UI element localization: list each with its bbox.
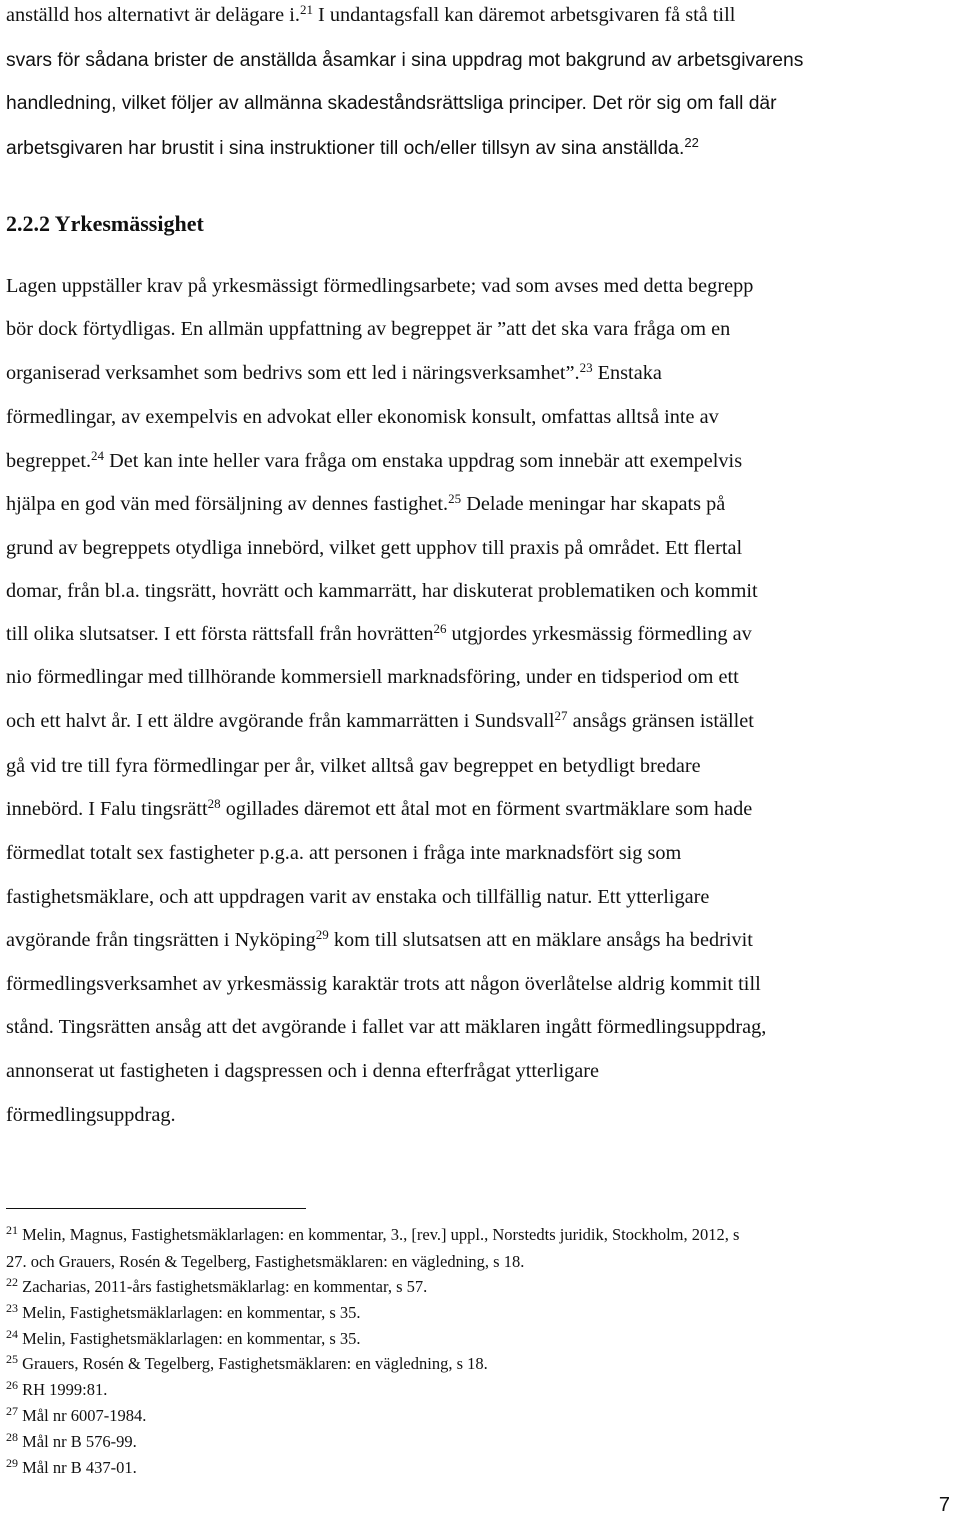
footnote [6,1329,361,1349]
footnote-text: Mål nr B 576-99. [18,1432,137,1451]
footnote-number: 25 [6,1352,18,1366]
text-run: domar, från bl.a. tingsrätt, hovrätt och kammarrätt, har diskuterat problematiken och kommit [6,580,758,602]
text-run: annonserat ut fastigheten i dagspressen och i denna efterfrågat ytterligare [6,1060,599,1082]
text-line [6,664,739,690]
text-line [6,316,730,342]
footnote-ref[interactable]: 29 [315,927,329,942]
text-line [6,796,752,822]
footnote [6,1303,361,1323]
text-run: stånd. Tingsrätten ansåg att det avgörande i fallet var att mäklaren ingått förmedlingsuppdrag, [6,1016,767,1038]
text-line [6,621,752,647]
footnote-text: Melin, Fastighetsmäklarlagen: en kommentar, s 35. [18,1303,361,1322]
text-line [6,491,725,517]
footnote-number: 23 [6,1301,18,1315]
text-run: nio förmedlingar med tillhörande kommersiell marknadsföring, under en tidsperiod om ett [6,666,739,688]
text-run: Det kan inte heller vara fråga om enstaka uppdrag som innebär att exempelvis [104,450,743,472]
footnote [6,1406,146,1426]
text-run: avgörande från tingsrätten i Nyköping [6,929,316,951]
footnote-text: RH 1999:81. [18,1380,108,1399]
footnote [6,1252,524,1272]
footnote-number: 26 [6,1378,18,1392]
footnote-ref[interactable]: 24 [91,448,105,463]
text-run: och ett halvt år. I ett äldre avgörande från kammarrätten i Sundsvall [6,710,555,732]
footnote [6,1380,107,1400]
text-run: begreppet. [6,450,92,472]
footnote-text: Melin, Magnus, Fastighetsmäklarlagen: en kommentar, 3., [rev.] uppl., Norstedts juridik, Stockholm, 2012, s [18,1225,740,1244]
text-run: handledning, vilket följer av allmänna skadeståndsrättsliga principer. Det rör sig om fall där [6,93,777,114]
text-line [6,273,753,299]
footnote-ref[interactable]: 27 [554,708,568,723]
text-line [6,448,742,474]
text-run: gå vid tre till fyra förmedlingar per år, vilket alltså gav begreppet en betydligt bredare [6,755,701,777]
footnote-number: 22 [6,1275,18,1289]
text-line [6,91,777,117]
text-run: ogillades däremot ett åtal mot en förment svartmäklare som hade [220,798,753,820]
text-run: utgjordes yrkesmässig förmedling av [446,623,752,645]
text-line [6,360,662,386]
footnote-text: Zacharias, 2011-års fastighetsmäklarlag: en kommentar, s 57. [18,1277,428,1296]
text-line [6,1058,599,1084]
text-line [6,535,742,561]
footnote-ref[interactable]: 25 [448,491,462,506]
text-run: I undantagsfall kan däremot arbetsgivaren få stå till [312,4,736,26]
footnote-text: Mål nr 6007-1984. [18,1406,147,1425]
text-line [6,2,735,28]
text-run: hjälpa en god vän med försäljning av dennes fastighet. [6,493,449,515]
footnote [6,1458,137,1478]
text-line [6,971,761,997]
text-run: anställd hos alternativt är delägare i. [6,4,300,26]
text-run: arbetsgivaren har brustit i sina instruktioner till och/eller tillsyn av sina anställda. [6,138,685,159]
text-run: bör dock förtydligas. En allmän uppfattning av begreppet är ”att det ska vara fråga om en [6,318,731,340]
text-run: förmedlingsverksamhet av yrkesmässig karaktär trots att någon överlåtelse aldrig kommit till [6,973,761,995]
footnote [6,1354,488,1374]
footnote-text: Grauers, Rosén & Tegelberg, Fastighetsmäklaren: en vägledning, s 18. [18,1354,488,1373]
text-run: grund av begreppets otydliga innebörd, vilket gett upphov till praxis på området. Ett flertal [6,537,743,559]
text-line [6,884,709,910]
footnote-number: 28 [6,1430,18,1444]
footnote-text: Mål nr B 437-01. [18,1458,137,1477]
footnote [6,1277,427,1297]
text-run: Enstaka [592,362,662,384]
text-run: förmedlat totalt sex fastigheter p.g.a. att personen i fråga inte marknadsfört sig som [6,842,682,864]
footnote-number: 24 [6,1327,18,1341]
text-run: ansågs gränsen istället [567,710,754,732]
text-line [6,136,699,162]
text-run: Lagen uppställer krav på yrkesmässigt förmedlingsarbete; vad som avses med detta begrepp [6,275,754,297]
footnote-ref[interactable]: 21 [299,2,313,17]
text-line [6,753,701,779]
text-line [6,404,719,430]
text-line [6,578,758,604]
text-run: förmedlingsuppdrag. [6,1104,176,1126]
text-run: Delade meningar har skapats på [461,493,726,515]
page-number: 7 [938,1494,950,1516]
footnote-separator [6,1208,306,1209]
text-line [6,927,753,953]
text-run: fastighetsmäklare, och att uppdragen varit av enstaka och tillfällig natur. Ett ytterligare [6,886,710,908]
footnote [6,1432,137,1452]
section-heading: 2.2.2 Yrkesmässighet [6,211,204,236]
footnote-ref[interactable]: 28 [207,796,221,811]
text-run: organiserad verksamhet som bedrivs som ett led i näringsverksamhet”. [6,362,580,384]
text-line [6,840,681,866]
text-line [6,1102,176,1128]
text-line [6,708,754,734]
text-run: innebörd. I Falu tingsrätt [6,798,208,820]
text-line [6,48,803,74]
text-run: kom till slutsatsen att en mäklare ansågs ha bedrivit [328,929,753,951]
footnote-number: 27 [6,1404,18,1418]
text-run: förmedlingar, av exempelvis en advokat eller ekonomisk konsult, omfattas alltså inte av [6,406,719,428]
footnote-text: Melin, Fastighetsmäklarlagen: en kommentar, s 35. [18,1329,361,1348]
footnote-number: 21 [6,1223,18,1237]
text-run: svars för sådana brister de anställda åsamkar i sina uppdrag mot bakgrund av arbetsgivarens [6,50,804,71]
footnote-ref[interactable]: 26 [433,621,447,636]
footnote [6,1225,739,1245]
footnote-number: 29 [6,1456,18,1470]
text-run: till olika slutsatser. I ett första rättsfall från hovrätten [6,623,434,645]
footnote-ref[interactable]: 22 [684,135,699,150]
text-line [6,1014,766,1040]
footnote-text: 27. och Grauers, Rosén & Tegelberg, Fastighetsmäklaren: en vägledning, s 18. [6,1252,525,1271]
footnote-ref[interactable]: 23 [579,360,593,375]
